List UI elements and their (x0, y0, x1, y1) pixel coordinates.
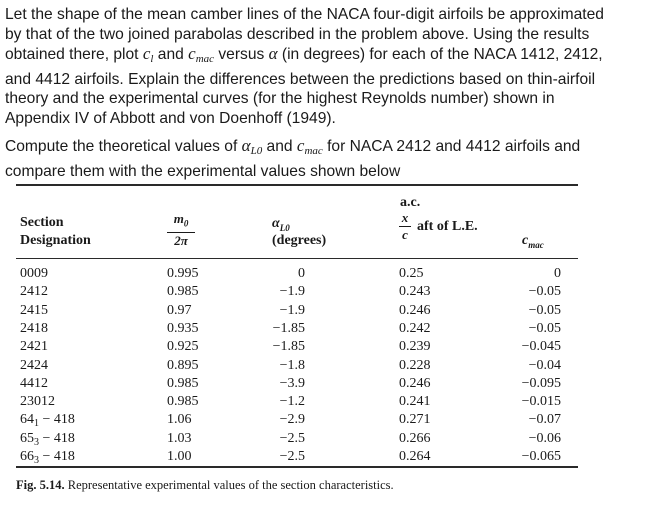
table-cell-section: $65_3 - 418$ (20, 431, 75, 448)
table-cell-section: $64_1 - 418$ (20, 412, 75, 429)
table-cell-m0: 0.935 (167, 321, 199, 336)
table-cell-cmac: −0.065 (521, 449, 561, 464)
table-cell-alpha: −2.5 (279, 449, 305, 464)
table-cell-section: $66_3 - 418$ (20, 449, 75, 466)
table-cell-m0: 1.00 (167, 449, 192, 464)
table-cell-section: 2418 (20, 321, 48, 336)
problem-line: and 4412 airfoils. Explain the differences between the predictions based on thin-airfoil (5, 70, 596, 88)
table-cell-ac: 0.239 (399, 339, 431, 354)
table-bottom-rule (16, 466, 578, 468)
figure-caption: Fig. 5.14. Representative experimental values of the section characteristics. (16, 478, 394, 492)
table-cell-m0: 0.985 (167, 376, 199, 391)
header-alpha: $\alpha_{L0}$ (272, 216, 290, 233)
header-section: Section (20, 215, 64, 230)
table-cell-m0: 0.995 (167, 266, 199, 281)
problem-paragraph (5, 5, 653, 129)
table-cell-alpha: −1.85 (272, 321, 305, 336)
table-cell-ac: 0.25 (399, 266, 424, 281)
table-cell-section: 23012 (20, 394, 55, 409)
table-cell-cmac: −0.045 (521, 339, 561, 354)
table-cell-m0: 0.985 (167, 284, 199, 299)
table-cell-cmac: −0.04 (528, 358, 561, 373)
table-cell-alpha: −1.9 (279, 303, 305, 318)
table-cell-ac: 0.271 (399, 412, 431, 427)
table-cell-alpha: −3.9 (279, 376, 305, 391)
alpha-l0-symbol: $\alpha_{L0}$ (241, 136, 263, 157)
problem-line: obtained there, plot $c_l$ and $c_{mac}$ versus α (in degrees) for each of the NACA 1412, 2412, (5, 44, 603, 66)
table-cell-alpha: −1.2 (279, 394, 305, 409)
header-ac: a.c. (400, 195, 421, 210)
problem-line: Appendix IV of Abbott and von Doenhoff (1949). (5, 109, 336, 127)
table-cell-section: 2412 (20, 284, 48, 299)
table-cell-alpha: −1.8 (279, 358, 305, 373)
cl-symbol: $c_l$ (142, 44, 154, 66)
problem-line: theory and the experimental curves (for the highest Reynolds number) shown in (5, 90, 555, 108)
table-cell-ac: 0.228 (399, 358, 431, 373)
header-alpha-units: (degrees) (272, 233, 327, 248)
table-cell-alpha: −1.85 (272, 339, 305, 354)
table-cell-cmac: −0.095 (521, 376, 561, 391)
problem-line: Let the shape of the mean camber lines of the NACA four-digit airfoils be approximated (5, 6, 604, 23)
table-cell-alpha: 0 (298, 266, 305, 281)
table-cell-ac: 0.266 (399, 431, 431, 446)
cmac-symbol: $c_{mac}$ (296, 136, 323, 157)
table-cell-m0: 0.97 (167, 303, 192, 318)
table-cell-m0: 0.925 (167, 339, 199, 354)
header-ac-label: aft of L.E. (417, 219, 478, 234)
question-line: Compute the theoretical values of $\alpha_{L0}$ and $c_{mac}$ for NACA 2412 and 4412 airfoils and (5, 136, 581, 157)
table-cell-ac: 0.243 (399, 284, 431, 299)
table-header-rule (16, 258, 578, 259)
header-ac-fraction: x c (399, 211, 411, 242)
table-cell-cmac: −0.05 (528, 321, 561, 336)
problem-line: by that of the two joined parabolas described in the problem above. Using the results (5, 25, 590, 43)
table-cell-ac: 0.241 (399, 394, 431, 409)
question-paragraph (5, 136, 653, 181)
table-cell-m0: 0.985 (167, 394, 199, 409)
table-cell-section: 2424 (20, 358, 48, 373)
table-cell-alpha: −1.9 (279, 284, 305, 299)
table-cell-cmac: −0.06 (528, 431, 561, 446)
table-cell-section: 0009 (20, 266, 48, 281)
table-cell-m0: 0.895 (167, 358, 199, 373)
table-cell-m0: 1.06 (167, 412, 192, 427)
table-cell-cmac: −0.05 (528, 303, 561, 318)
table-cell-cmac: −0.07 (528, 412, 561, 427)
header-m0-fraction: $m_0$ 2π (167, 212, 195, 248)
table-top-rule (16, 184, 578, 186)
table-cell-m0: 1.03 (167, 431, 192, 446)
question-line: compare them with the experimental values shown below (5, 162, 401, 180)
table-cell-ac: 0.242 (399, 321, 431, 336)
table-cell-cmac: −0.015 (521, 394, 561, 409)
header-designation: Designation (20, 233, 91, 248)
table-cell-cmac: −0.05 (528, 284, 561, 299)
alpha-symbol: α (268, 44, 278, 64)
table-cell-alpha: −2.9 (279, 412, 305, 427)
table-cell-ac: 0.246 (399, 303, 431, 318)
table-cell-alpha: −2.5 (279, 431, 305, 446)
table-cell-ac: 0.264 (399, 449, 431, 464)
table-cell-cmac: 0 (554, 266, 561, 281)
table-cell-ac: 0.246 (399, 376, 431, 391)
table-cell-section: 2421 (20, 339, 48, 354)
table-cell-section: 2415 (20, 303, 48, 318)
header-cmac: $c_{mac}$ (522, 233, 544, 250)
cmac-symbol: $c_{mac}$ (188, 44, 215, 66)
table-cell-section: 4412 (20, 376, 48, 391)
